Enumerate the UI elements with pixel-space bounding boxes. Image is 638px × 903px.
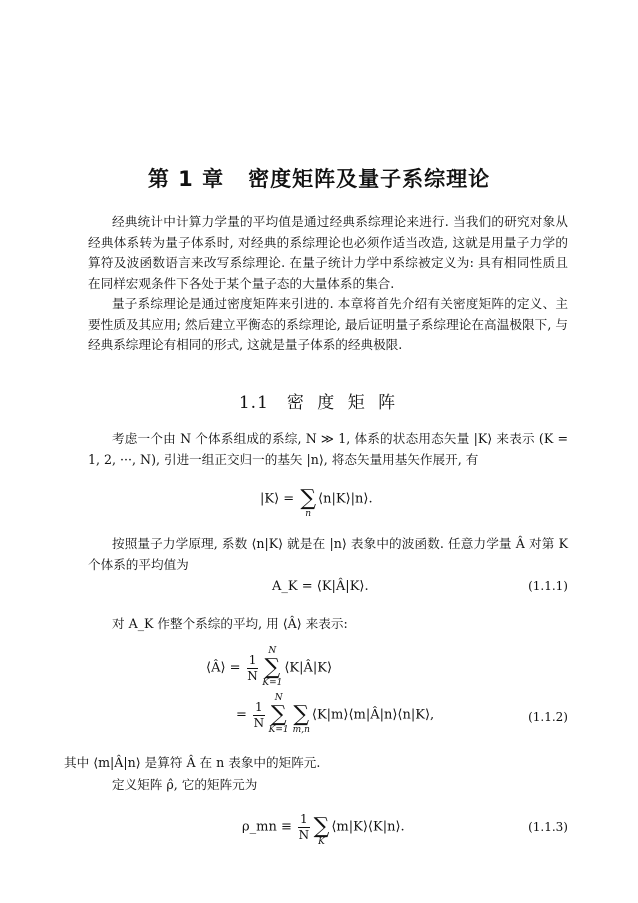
eq3-rhs: ⟨m|K⟩⟨K|n⟩. xyxy=(331,819,405,835)
paragraph-ensemble-average: 对 A_K 作整个系综的平均, 用 ⟨Â⟩ 来表示: xyxy=(112,616,348,631)
equation-1-1-2-line1 xyxy=(88,645,568,693)
paragraph-ensemble: 考虑一个由 N 个体系组成的系综, N ≫ 1, 体系的状态用态矢量 |K⟩ 来表示 (K = 1, 2, ···, N), 引进一组正交归一的基矢 |n⟩, 将态矢量用基矢作展开, 有 xyxy=(88,431,568,467)
eq2-tag: (1.1.2) xyxy=(528,710,568,724)
fraction: $\frac{1}{N}$ xyxy=(298,811,310,842)
eq1-body: A_K = ⟨K|Â|K⟩. xyxy=(272,579,369,594)
sum-symbol: N ∑ K=1 xyxy=(262,646,283,688)
paragraph-wavefunction: 按照量子力学原理, 系数 ⟨n|K⟩ 就是在 |n⟩ 表象中的波函数. 任意力学量 Â 对第 K 个体系的平均值为 xyxy=(88,536,568,572)
fraction: $\frac{1}{N}$ xyxy=(253,699,265,730)
equation-1-1-2-line2: = $\frac{1}{N}$ N ∑ K=1 ∑ m,n ⟨K|m⟩⟨m|Â|n⟩⟨n|K⟩, (1.1.2) xyxy=(236,693,568,735)
chapter-name: 密度矩阵及量子系综理论 xyxy=(248,167,491,191)
paragraph-define-rho: 定义矩阵 ρ̂, 它的矩阵元为 xyxy=(112,777,258,792)
eq3-lhs: ρ_mn ≡ xyxy=(242,819,296,835)
equation-1-1-3 xyxy=(88,806,568,854)
equation-expansion xyxy=(88,478,568,518)
eq2-line1-rhs: ⟨K|Â|K⟩ xyxy=(284,660,333,676)
eq2-line2-rhs: ⟨K|m⟩⟨m|Â|n⟩⟨n|K⟩, xyxy=(311,707,435,723)
sum-symbol: ∑ m,n xyxy=(292,702,310,735)
sum-symbol: ∑ K xyxy=(313,814,330,847)
chapter-number: 第 1 章 xyxy=(147,167,225,191)
equation-1-1-1 xyxy=(88,579,568,599)
intro-paragraph-2: 量子系综理论是通过密度矩阵来引进的. 本章将首先介绍有关密度矩阵的定义、主要性质及其应用; 然后建立平衡态的系综理论, 最后证明量子系综理论在高温极限下, 与经典系综理论有相同的形式, 这就是量子体系的经典极限. xyxy=(88,296,568,352)
eq3-tag: (1.1.3) xyxy=(528,820,568,834)
chapter-title xyxy=(0,163,638,193)
section-name: 密 度 矩 阵 xyxy=(286,393,400,413)
intro-paragraph-1: 经典统计中计算力学量的平均值是通过经典系综理论来进行. 当我们的研究对象从经典体系转为量子体系时, 对经典的系综理论也必须作适当改造, 这就是用量子力学的算符及波函数语言来改写系综理论. 在量子统计力学中系综被定义为: 具有相同性质且在同样宏观条件下各处于某个量子态的大量体系的集合. xyxy=(88,214,568,291)
sum-symbol: ∑ n xyxy=(300,486,317,519)
fraction: $\frac{1}{N}$ xyxy=(247,652,258,683)
sum-symbol: N ∑ K=1 xyxy=(268,693,289,735)
eq0-rhs: ⟨n|K⟩|n⟩. xyxy=(318,491,373,507)
eq0-lhs: |K⟩ = xyxy=(260,491,299,507)
eq1-tag: (1.1.1) xyxy=(528,579,568,593)
eq2-lhs: ⟨Â⟩ = xyxy=(206,660,245,676)
section-title xyxy=(0,388,638,413)
eq0-sum-lower: n xyxy=(305,509,312,519)
section-number: 1.1 xyxy=(238,393,269,413)
paragraph-matrix-element: 其中 ⟨m|Â|n⟩ 是算符 Â 在 n 表象中的矩阵元. xyxy=(64,755,321,770)
